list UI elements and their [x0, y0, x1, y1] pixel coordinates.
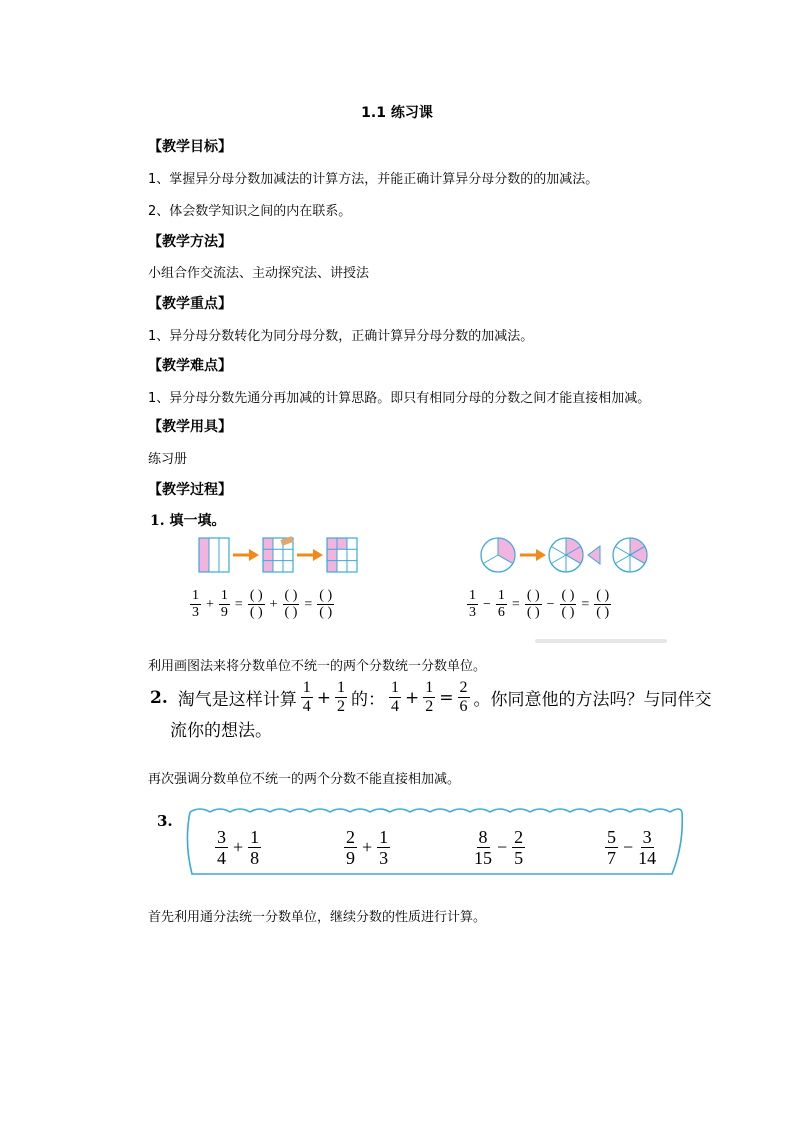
- circle-sixths-split: [549, 538, 600, 572]
- difficulties-text: 1、异分母分数先通分再加减的计算思路。即只有相同分母的分数之间才能直接相加减。: [148, 391, 651, 406]
- blank-fraction[interactable]: $\frac{( )}{( )}$: [596, 588, 610, 620]
- exercise2-label: 2.: [150, 687, 168, 708]
- tools-heading: 【教学用具】: [148, 419, 232, 435]
- arrow-icon: [297, 549, 323, 561]
- fraction: $\frac{2}{5}$: [514, 827, 524, 868]
- circle-thirds: [481, 538, 515, 572]
- goals-heading: 【教学目标】: [148, 139, 232, 155]
- circle-sixths: [613, 538, 647, 572]
- circle-diagram: [476, 532, 656, 578]
- page-title: 1.1 练习课: [361, 105, 433, 121]
- grid-diagram: [193, 534, 368, 576]
- exercise2-line1: 2. 淘气是这样计算 $\frac{1}{4}$ + $\frac{1}{2}$ 的： $\frac{1}{4}$ + $\frac{1}{2}$ = $\frac{2}{6}$ 。你同意他的方法吗？与同伴交: [150, 679, 712, 715]
- methods-heading: 【教学方法】: [148, 234, 232, 250]
- fraction: $\frac{1}{6}$: [497, 588, 505, 620]
- fraction: $\frac{1}{3}$: [469, 588, 476, 620]
- fraction: $\frac{1}{2}$: [425, 679, 434, 715]
- blank-fraction[interactable]: $\frac{( )}{( )}$: [249, 588, 263, 620]
- exercise1-right-equation: $\frac{1}{3}$ − $\frac{1}{6}$ = $\frac{( )}{( )}$ − $\frac{( )}{( )}$ = $\frac{( )}{( )}$: [469, 588, 610, 620]
- problem-2: $\frac{2}{9}$ + $\frac{1}{3}$: [346, 827, 389, 868]
- goals-item-2: 2、体会数学知识之间的内在联系。: [148, 204, 352, 219]
- fraction: $\frac{1}{3}$: [379, 827, 389, 868]
- fraction: $\frac{1}{8}$: [250, 827, 260, 868]
- key-points-text: 1、异分母分数转化为同分母分数，正确计算异分母分数的加减法。: [148, 329, 534, 344]
- grid-ninths-pencil: [263, 536, 294, 572]
- fraction: $\frac{3}{4}$: [217, 827, 226, 868]
- methods-text: 小组合作交流法、主动探究法、讲授法: [148, 266, 370, 281]
- blank-fraction[interactable]: $\frac{( )}{( )}$: [319, 588, 333, 620]
- exercise3-note: 首先利用通分法统一分数单位，继续分数的性质进行计算。: [148, 910, 487, 925]
- goals-item-1: 1、掌握异分母分数加减法的计算方法，并能正确计算异分母分数的的加减法。: [148, 172, 599, 187]
- grid-ninths: [327, 538, 357, 572]
- problem-1: $\frac{3}{4}$ + $\frac{1}{8}$: [217, 827, 260, 868]
- exercise1-label: 1. 填一填。: [150, 513, 226, 529]
- fraction: $\frac{1}{2}$: [337, 679, 345, 715]
- difficulties-heading: 【教学难点】: [148, 358, 232, 374]
- divider: [535, 639, 667, 643]
- process-heading: 【教学过程】: [148, 482, 232, 498]
- exercise1-left-equation: $\frac{1}{3}$ + $\frac{1}{9}$ = $\frac{( )}{( )}$ + $\frac{( )}{( )}$ = $\frac{( )}{( )}$: [192, 588, 333, 620]
- blank-fraction[interactable]: $\frac{( )}{( )}$: [284, 588, 298, 620]
- grid-thirds: [199, 538, 229, 572]
- arrow-icon: [233, 549, 259, 561]
- blank-fraction[interactable]: $\frac{( )}{( )}$: [526, 588, 540, 620]
- exercise3-label: 3.: [157, 812, 173, 830]
- fraction: $\frac{1}{9}$: [220, 588, 228, 620]
- fraction: $\frac{1}{4}$: [302, 679, 311, 715]
- fraction: $\frac{8}{15}$: [474, 827, 492, 868]
- problem-4: $\frac{5}{7}$ − $\frac{3}{14}$: [607, 827, 657, 868]
- fraction: $\frac{1}{4}$: [391, 679, 399, 715]
- blank-fraction[interactable]: $\frac{( )}{( )}$: [561, 588, 575, 620]
- fraction: $\frac{2}{9}$: [346, 827, 355, 868]
- key-points-heading: 【教学重点】: [148, 296, 232, 312]
- fraction: $\frac{5}{7}$: [607, 827, 616, 868]
- fraction: $\frac{3}{14}$: [638, 827, 657, 868]
- exercise1-note: 利用画图法来将分数单位不统一的两个分数统一分数单位。: [148, 659, 487, 674]
- exercise2-note: 再次强调分数单位不统一的两个分数不能直接相加减。: [148, 772, 461, 787]
- exercise2-line2: 流你的想法。: [170, 721, 272, 741]
- fraction: $\frac{2}{6}$: [459, 679, 468, 715]
- fraction: $\frac{1}{3}$: [192, 588, 199, 620]
- tools-text: 练习册: [148, 452, 188, 467]
- problem-3: $\frac{8}{15}$ − $\frac{2}{5}$: [474, 827, 524, 868]
- arrow-icon: [520, 549, 546, 561]
